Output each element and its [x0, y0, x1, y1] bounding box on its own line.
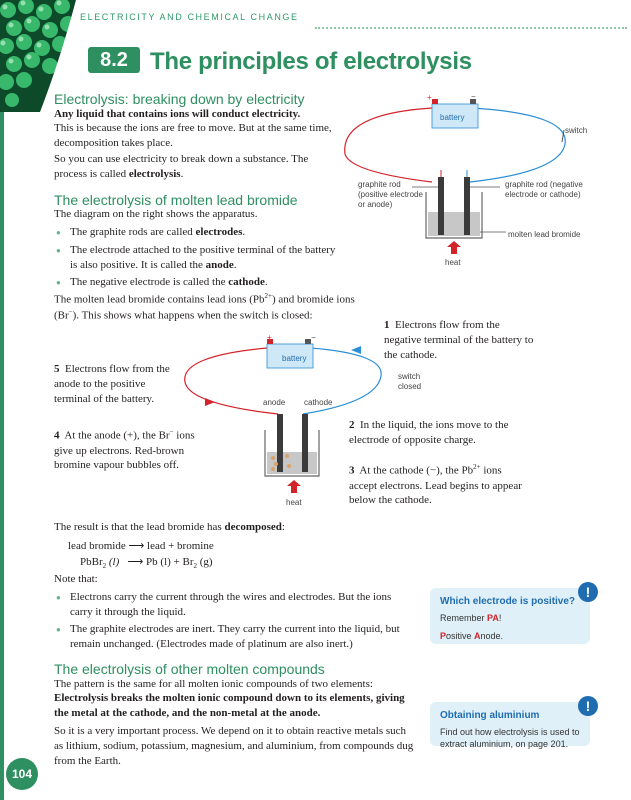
equation-words: lead bromide ⟶ lead + bromine — [68, 540, 214, 552]
section-number-badge: 8.2 — [88, 47, 140, 73]
s2-ions-paragraph: The molten lead bromide contains lead ions $(Pb^{2+})$ and bromide ions (Br−). This shows what happens when the switch is closed: — [54, 292, 355, 322]
d2-battery: battery — [282, 354, 307, 363]
tip1-title: Which electrode is positive? — [440, 596, 576, 607]
heading-breaking-down: Electrolysis: breaking down by electricity — [54, 91, 305, 107]
note-bullet-1: ● Electrons carry the current through the wires and electrodes. But the ions carry it through the liquid. — [56, 590, 401, 620]
result-line: The result is that the lead bromide has decomposed: — [54, 521, 285, 533]
page-title: The principles of electrolysis — [150, 48, 472, 75]
d2-minus: − — [311, 333, 316, 342]
s3-end: So it is a very important process. We depend on it to obtain reactive metals such as lithium, sodium, potassium, magnesium, and aluminium, from compounds dug from the Earth. — [54, 725, 414, 768]
d1-switch: switch — [565, 126, 588, 135]
step-3: 3 At the cathode (−), the $Pb^{2+}$ ions accept electrons. Lead begins to appear below the cathode. — [349, 463, 522, 507]
bullet-anode: ● The electrode attached to the positive terminal of the battery is also positive. It is called the anode. — [56, 243, 336, 273]
bullet-cathode: ● The negative electrode is called the cathode. — [56, 275, 336, 290]
tip2-title: Obtaining aluminium — [440, 710, 540, 721]
left-margin-bar — [0, 112, 4, 800]
header-dotted-rule — [315, 27, 627, 29]
s3-bold: Electrolysis breaks the molten ionic compound down to its elements, giving the metal at the cathode, and the non-metal at the anode. — [54, 692, 405, 720]
d1-plus: + — [427, 93, 432, 102]
s2-intro: The diagram on the right shows the apparatus. — [54, 208, 258, 220]
step-2: 2 In the liquid, the ions move to the electrode of opposite charge. — [349, 419, 509, 446]
d1-rod-left: graphite rod (positive electrode or anode) — [358, 180, 423, 209]
s1-paragraph-2: So you can use electricity to break down a substance. The process is called electrolysis. — [54, 153, 309, 181]
step-1: 1 Electrons flow from the negative terminal of the battery to the cathode. — [384, 319, 534, 361]
step-4: 4 At the anode (+), the Br− ions give up electrons. Red-brown bromine vapour bubbles off. — [54, 428, 195, 472]
d1-molten: molten lead bromide — [508, 230, 581, 239]
tip-aluminium — [430, 702, 590, 750]
s1-paragraph-1: This is because the ions are free to move. But at the same time, decomposition takes place. — [54, 122, 332, 150]
tip2-text: Find out how electrolysis is used to extract aluminium, on page 201. — [440, 726, 580, 750]
tip-positive-electrode — [430, 588, 590, 644]
bullet-electrodes: ● The graphite rods are called electrodes. — [56, 225, 336, 240]
note-label: Note that: — [54, 573, 98, 585]
heading-other-molten: The electrolysis of other molten compounds — [54, 661, 325, 677]
d2-anode: anode — [263, 398, 286, 407]
tip1-exclamation-icon: ! — [578, 582, 598, 602]
tip2-exclamation-icon: ! — [578, 696, 598, 716]
d2-cathode: cathode — [304, 398, 333, 407]
equation-symbols: PbBr$_2$ (l) ⟶ Pb $(l) + Br_2$ (g) — [80, 556, 213, 571]
page-number: 104 — [6, 758, 38, 790]
d2-plus: + — [267, 333, 272, 342]
d1-heat: heat — [445, 258, 461, 267]
d1-battery: battery — [440, 113, 465, 122]
d2-heat: heat — [286, 498, 302, 507]
d1-rod-right: graphite rod (negative electrode or cathode) — [505, 180, 583, 199]
s1-bold-statement: Any liquid that contains ions will conduct electricity. — [54, 108, 301, 120]
chapter-label: ELECTRICITY AND CHEMICAL CHANGE — [80, 12, 299, 22]
tip1-line2: Positive Anode. — [440, 631, 504, 642]
d2-switch: switch closed — [398, 372, 422, 391]
d1-minus: − — [471, 92, 476, 101]
heading-molten-lead-bromide: The electrolysis of molten lead bromide — [54, 192, 298, 208]
note-bullet-2: ● The graphite electrodes are inert. They carry the current into the liquid, but remain unchanged. (Electrodes made of platinum are also inert.) — [56, 622, 401, 652]
tip1-line1: Remember PA! — [440, 612, 502, 623]
s3-intro: The pattern is the same for all molten ionic compounds of two elements: — [54, 678, 373, 690]
step-5: 5 Electrons flow from the anode to the positive terminal of the battery. — [54, 363, 170, 405]
